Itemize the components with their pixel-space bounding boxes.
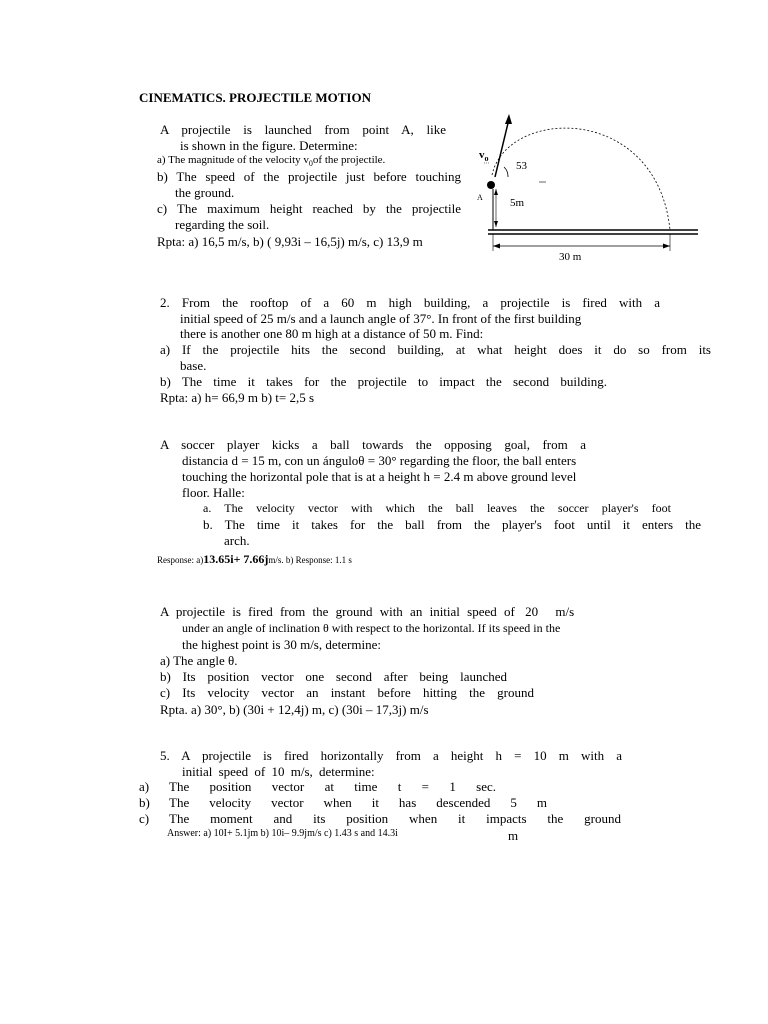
trajectory-path: [492, 128, 670, 230]
problem-5-answer-unit: m: [508, 828, 519, 843]
problem-5-part-b: The velocity vector when it has descended 5 m: [169, 795, 547, 810]
problem-2-line3: there is another one 80 m high at a distance of 50 m. Find:: [180, 326, 484, 341]
velocity-label-v: v: [479, 149, 485, 161]
problem-3-response-vector: 13.65i+ 7.66j: [203, 552, 269, 566]
problem-5-answer: Answer: a) 10I+ 5.1jm b) 10i– 9.9jm/s c) 1.43 s and 14.3i: [167, 828, 398, 839]
distance-arrow-left: [493, 244, 500, 249]
problem-5-part-b-label: b): [139, 795, 150, 810]
problem-4-part-a: a) The angle θ.: [160, 653, 238, 668]
problem-3-part-b-line2: arch.: [224, 533, 250, 548]
problem-4-line3: the highest point is 30 m/s, determine:: [182, 637, 381, 652]
problem-4-line1-value: 20: [525, 604, 539, 619]
problem-2-part-a-line1: a) If the projectile hits the second building, at what height does it do so from its: [160, 342, 711, 357]
problem-1-part-c-line1: c) The maximum height reached by the projectile: [157, 201, 461, 216]
height-label: 5m: [510, 197, 525, 209]
problem-2-line2: initial speed of 25 m/s and a launch angle of 37°. In front of the first building: [180, 311, 582, 326]
projectile-diagram: [462, 105, 702, 265]
projectile-figure: [462, 105, 702, 265]
problem-5-part-c: The moment and its position when it impacts the ground: [169, 811, 621, 826]
problem-1-intro-line1: A projectile is launched from point A, like: [160, 122, 446, 137]
problem-1-part-a-end: of the projectile.: [312, 154, 386, 166]
problem-3-part-b-line1: b. The time it takes for the ball from the player's foot until it enters the: [203, 517, 701, 532]
angle-arc: [504, 167, 508, 177]
problem-1-part-a-sub: 0: [308, 159, 313, 169]
point-a-label: A: [477, 193, 483, 202]
problem-4-line1-text: A projectile is fired from the ground with an initial speed of: [160, 604, 515, 619]
height-arrow-bottom: [494, 221, 498, 227]
problem-2-part-a-line2: base.: [180, 358, 207, 373]
problem-5-line1: 5. A projectile is fired horizontally from a height h = 10 m with a: [160, 748, 622, 763]
problem-2-part-b: b) The time it takes for the projectile to impact the second building.: [160, 374, 607, 389]
problem-5-line2: initial speed of 10 m/s, determine:: [182, 764, 375, 779]
velocity-label: [479, 149, 489, 163]
problem-2-line1: 2. From the rooftop of a 60 m high building, a projectile is fired with a: [160, 295, 660, 310]
problem-5-part-a-label: a): [139, 779, 150, 794]
problem-5-part-c-label: c): [139, 811, 150, 826]
problem-4-line2: under an angle of inclination θ with respect to the horizontal. If its speed in the: [182, 621, 561, 635]
problem-4-part-c: c) Its velocity vector an instant before hitting the ground: [160, 685, 534, 700]
problem-2-answer: Rpta: a) h= 66,9 m b) t= 2,5 s: [160, 390, 315, 405]
velocity-arrow-line: [495, 119, 509, 177]
angle-label: 53: [516, 160, 527, 172]
problem-4-line1: [160, 604, 574, 620]
problem-3-line1: A soccer player kicks a ball towards the opposing goal, from a: [160, 437, 586, 452]
launch-point: [487, 181, 495, 189]
problem-4-part-b: b) Its position vector one second after being launched: [160, 669, 507, 684]
problem-4-line1-unit: m/s: [555, 604, 575, 619]
problem-3-line2: distancia d = 15 m, con un ánguloθ = 30° regarding the floor, the ball enters: [182, 453, 577, 468]
distance-label: 30 m: [559, 251, 582, 263]
velocity-label-sub: o: [484, 154, 489, 164]
problem-3-response-prefix: Response: a): [157, 555, 204, 565]
problem-1-part-c-line2: regarding the soil.: [175, 217, 270, 232]
problem-5-part-a: The position vector at time t = 1 sec.: [169, 779, 496, 794]
problem-1-part-a-text: a) The magnitude of the velocity v: [157, 154, 309, 166]
problem-1-part-a: [157, 154, 385, 168]
problem-1-answer: Rpta: a) 16,5 m/s, b) ( 9,93i – 16,5j) m/s, c) 13,9 m: [157, 234, 423, 249]
problem-3-line3: touching the horizontal pole that is at a height h = 2.4 m above ground level: [182, 469, 577, 484]
problem-3-line4: floor. Halle:: [182, 485, 245, 500]
page-title: CINEMATICS. PROJECTILE MOTION: [139, 90, 371, 105]
problem-1-intro-line2: is shown in the figure. Determine:: [180, 138, 358, 153]
problem-4-answer: Rpta. a) 30°, b) (30i + 12,4j) m, c) (30i – 17,3j) m/s: [160, 702, 429, 717]
problem-3-part-a: a. The velocity vector with which the ball leaves the soccer player's foot: [203, 501, 671, 515]
distance-arrow-right: [663, 244, 670, 249]
problem-1-part-b-line1: b) The speed of the projectile just before touching: [157, 169, 461, 184]
velocity-arrowhead: [505, 114, 512, 124]
problem-3-response-end: m/s. b) Response: 1.1 s: [268, 555, 352, 565]
problem-3-response: [157, 550, 352, 568]
height-arrow-top: [494, 189, 498, 195]
problem-1-part-b-line2: the ground.: [175, 185, 235, 200]
